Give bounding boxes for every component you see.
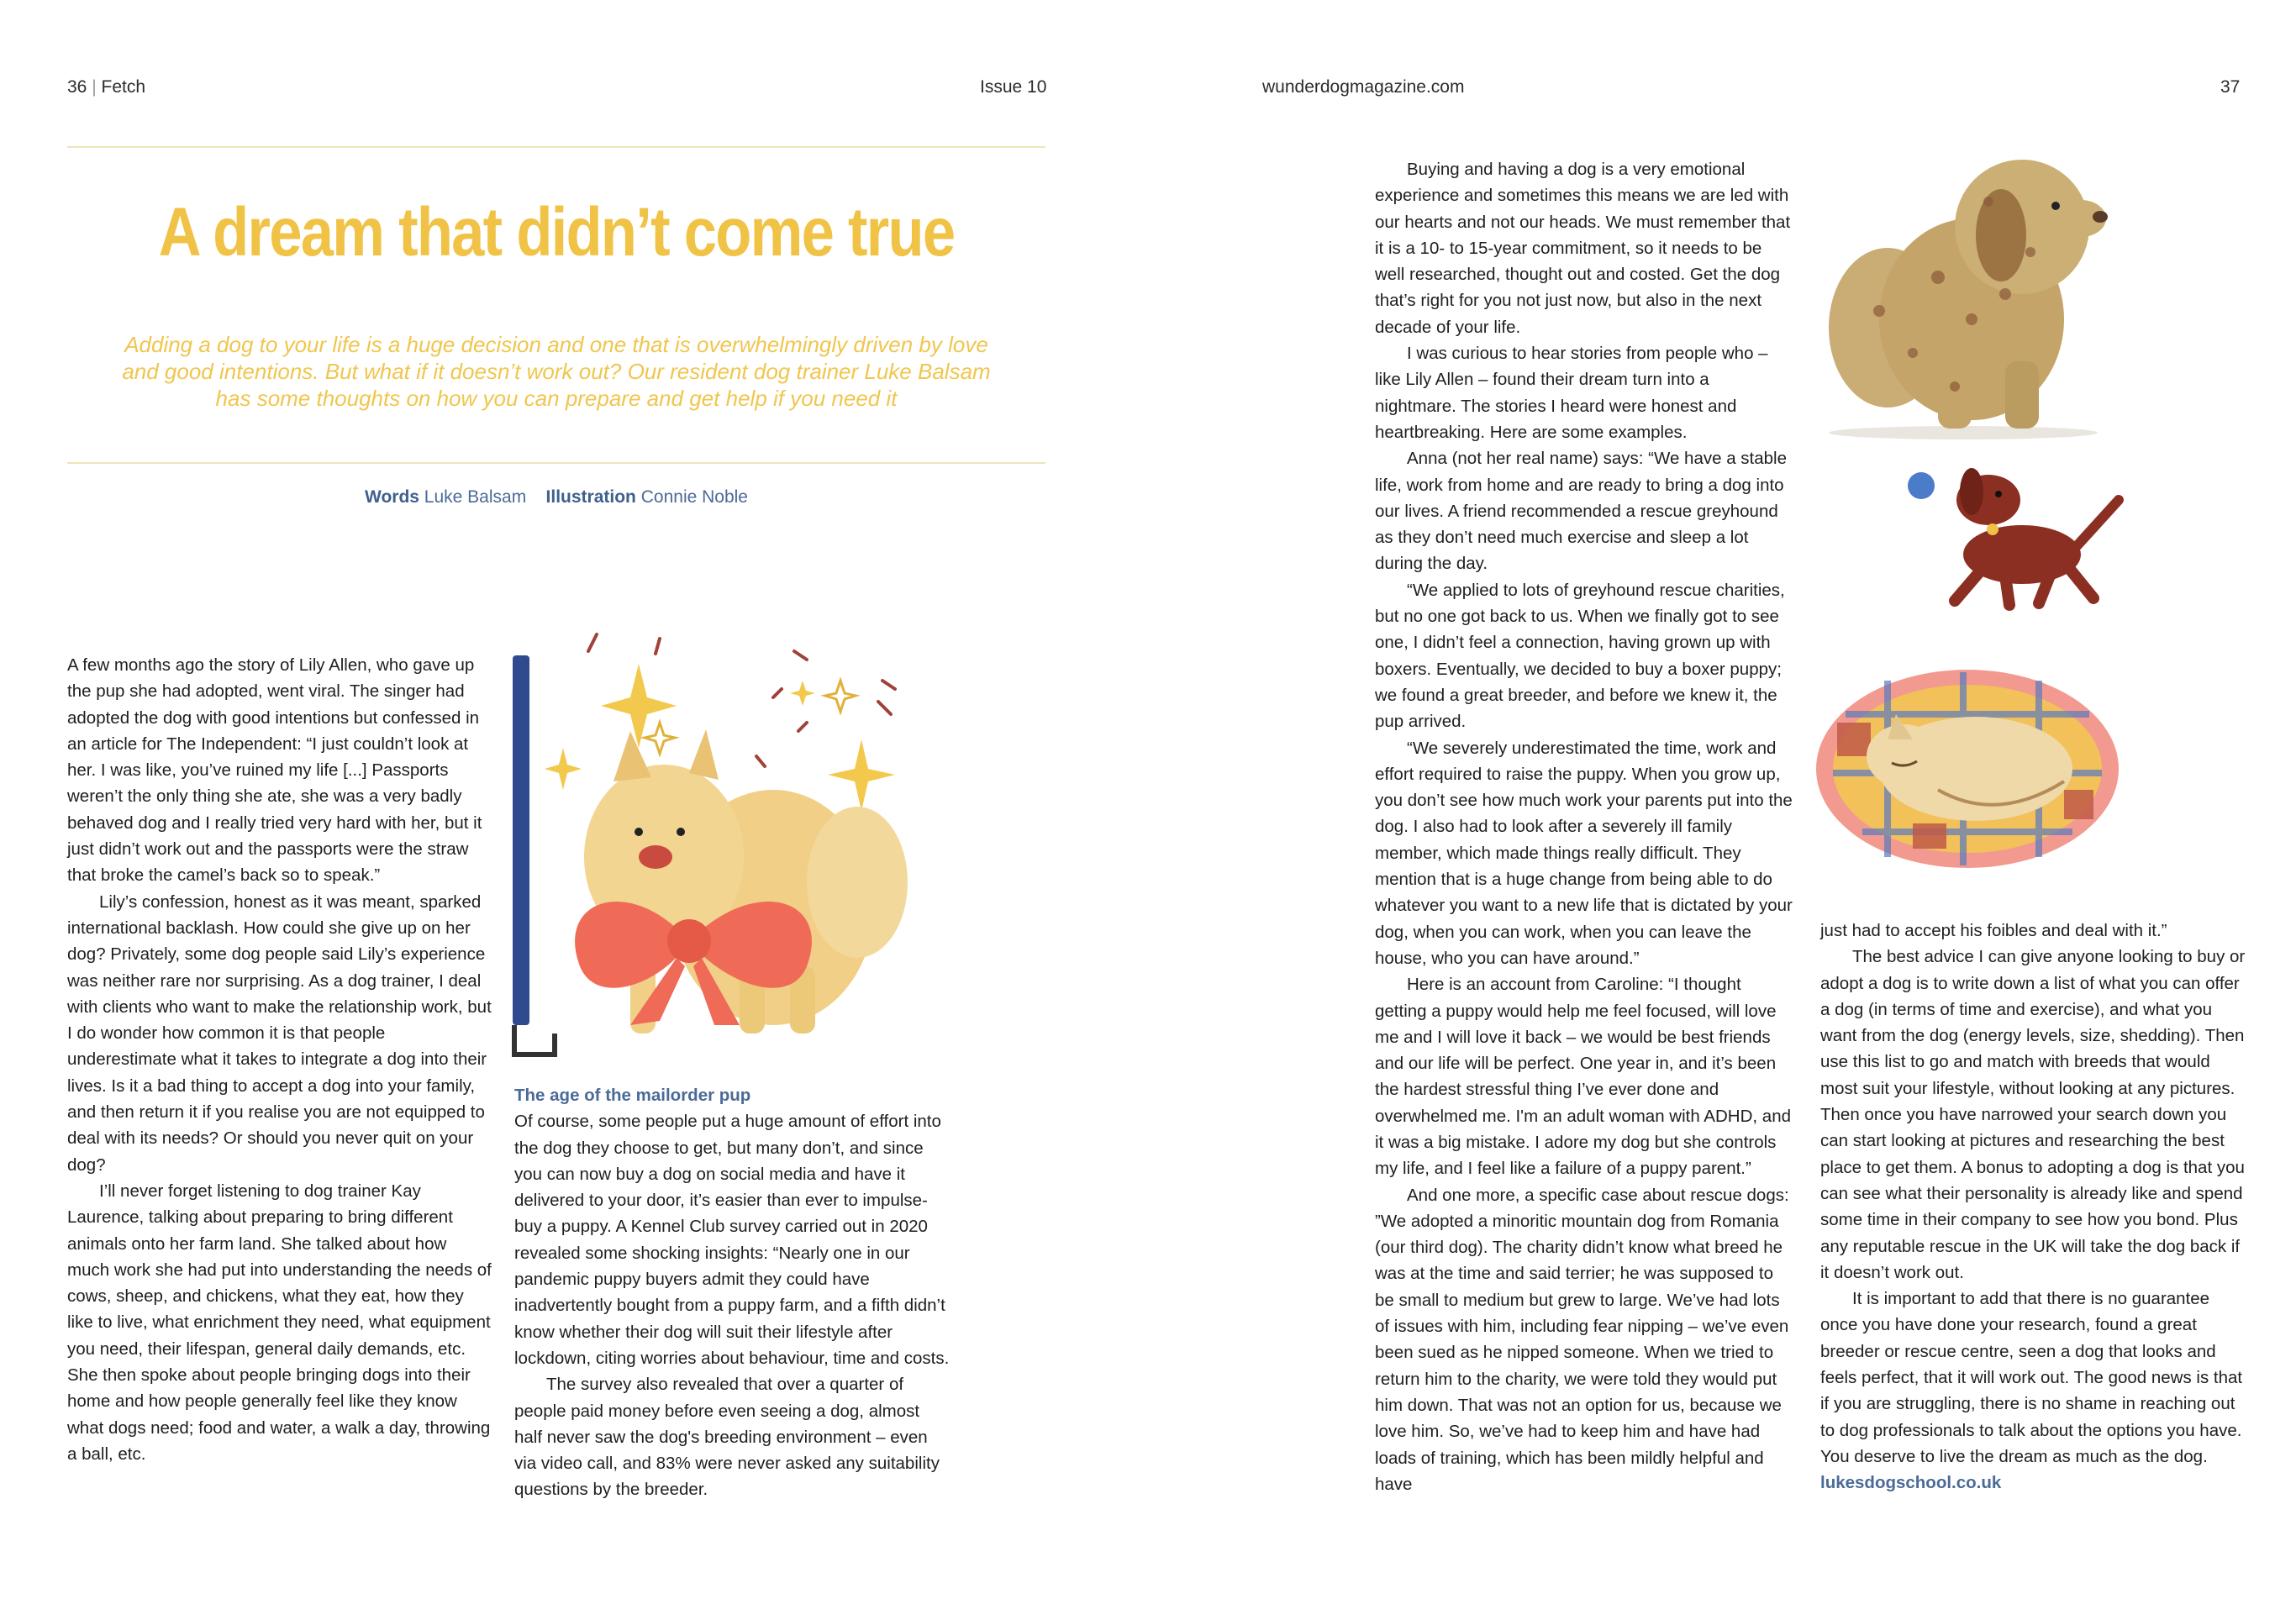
pomeranian-illustration <box>504 630 958 1067</box>
author-name: Luke Balsam <box>424 487 527 507</box>
paragraph: Buying and having a dog is a very emotional experience and sometimes this means we are led with our hearts and not our heads. We must remember that it is a 10- to 15-year commitment, so it needs to be well researched, thought out and costed. Get the dog that’s right for you not just now, but also in the next decade of your life. <box>1375 160 1791 337</box>
paragraph: And one more, a specific case about rescue dogs: ”We adopted a minoritic mountain dog from Romania (our third dog). The charity didn’t know what breed he was at the time and said terrier; he was supposed to be small to medium but grew to large. We’ve had lots of issues with him, including fear nipping – we’ve even been sued as he nipped someone. When we tried to return him to the charity, we were told they would put him down. That was not an option for us, because we love him. So, we’ve had to keep him and have had loads of training, which has been mildly helpful and have <box>1375 1185 1789 1494</box>
body-column-1 <box>67 652 492 1467</box>
paragraph: It is important to add that there is no guarantee once you have done your research, found a great breeder or rescue centre, seen a dog that looks and feels perfect, that it will work out. The good news is that if you are struggling, there is no shame in reaching out to dog professionals to talk about the options you have. You deserve to live the dream as much as the dog. <box>1820 1289 2243 1466</box>
paragraph: Of course, some people put a huge amount of effort into the dog they choose to get, but many don’t, and since you can now buy a dog on social media and have it delivered to your door, it’s easier than ever to impulse-buy a puppy. A Kennel Club survey carried out in 2020 revealed some shocking insights: “Nearly one in our pandemic puppy buyers admit they could have inadvertently bought from a puppy farm, and a fifth didn’t know whether their dog will suit their lifestyle after lockdown, citing worries about behaviour, time and costs. <box>514 1112 950 1368</box>
body-column-3 <box>1375 156 1795 1497</box>
paragraph: A few months ago the story of Lily Allen, who gave up the pup she had adopted, went viral. The singer had adopted the dog with good intentions but confessed in an article for The Independent: “I just couldn’t look at her. I was like, you’ve ruined my life [...] Passports weren’t the only thing she ate, she was a very badly behaved dog and I really tried very hard with her, but it just didn’t work out and the passports were the straw that broke the camel’s back so to speak.” <box>67 655 482 886</box>
bottom-rule <box>67 462 1045 464</box>
paragraph: just had to accept his foibles and deal with it.” <box>1820 921 2167 940</box>
headline: A dream that didn’t come true <box>158 194 955 271</box>
red-puppy-illustration <box>1904 454 2140 613</box>
subheading: The age of the mailorder pup <box>514 1086 751 1105</box>
illustration-label: Illustration <box>545 487 636 507</box>
paragraph: The survey also revealed that over a quarter of people paid money before even seeing a dog, almost half never saw the dog's breeding environment – even via video call, and 83% were never asked any suitability questions by the breeder. <box>514 1375 940 1500</box>
shaggy-dog-illustration <box>1812 143 2114 445</box>
paragraph: Lily’s confession, honest as it was meant, sparked international backlash. How could she give up on her dog? Privately, some dog people said Lily’s experience was neither rare nor surprising. As a dog trainer, I deal with clients who want to make the relationship work, but I do wonder how common it is that people underestimate what it takes to integrate a dog into their lives. Is it a bad thing to accept a dog into your family, and then return it if you realise you are not equipped to deal with its needs? Or should you never quit on your dog? <box>67 892 492 1175</box>
website-label: wunderdogmagazine.com <box>1262 77 1465 97</box>
right-page <box>1148 0 2296 1620</box>
body-column-4 <box>1820 918 2249 1496</box>
words-label: Words <box>365 487 419 507</box>
paragraph: I’ll never forget listening to dog trainer Kay Laurence, talking about preparing to bring different animals onto her farm land. She talked about how much work she had put into understanding the needs of cows, sheep, and chickens, what they eat, how they like to live, what enrichment they need, what equipment you need, their lifespan, general daily demands, etc. She then spoke about people bringing dogs into their home and how people generally feel like they know what dogs need; food and water, a walk a day, throwing a ball, etc. <box>67 1181 492 1464</box>
section-name: Fetch <box>101 77 146 97</box>
paragraph: “We applied to lots of greyhound rescue charities, but no one got back to us. When we finally got to see one, I didn’t feel a connection, having grown up with boxers. Eventually, we decided to buy a boxer puppy; we found a great breeder, and before we knew it, the pup arrived. <box>1375 580 1785 732</box>
paragraph: The best advice I can give anyone looking to buy or adopt a dog is to write down a list of what you can offer a dog (in terms of time and exercise), and what you want from the dog (energy levels, size, shedding). Then use this list to go and match with breeds that would most suit your lifestyle, without looking at any pictures. Then once you have narrowed your search down you can start looking at pictures and researching the best place to get them. A bonus to adopting a dog is that you can see what their personality is already like and spend some time in their company to see how you bond. Plus any reputable rescue in the UK will take the dog back if it doesn’t work out. <box>1820 947 2246 1282</box>
body-column-2 <box>514 1082 951 1503</box>
page-number: 36 <box>67 77 87 97</box>
standfirst: Adding a dog to your life is a huge decision and one that is overwhelmingly driven by love and good intentions. But what if it doesn’t work out? Our resident dog trainer Luke Balsam has some thoughts on how you can prepare and get help if you need it <box>122 332 991 411</box>
illustrator-name: Connie Noble <box>640 487 748 507</box>
byline <box>67 487 1045 508</box>
top-rule <box>67 146 1045 148</box>
paragraph: “We severely underestimated the time, work and effort required to raise the puppy. When you grow up, you don’t see how much work your parents put into the dog. I also had to look after a severely ill family member, which made things really difficult. They mention that is a huge change from being able to do whatever you want to a new life that is dictated by your dog, when you can work, when you can leave the house, who you can have around.” <box>1375 738 1793 968</box>
shaggy-dog-icon <box>1812 143 2114 445</box>
sleeping-dog-illustration <box>1812 664 2123 874</box>
paragraph: I was curious to hear stories from people who – like Lily Allen – found their dream turn into a nightmare. The stories I heard were honest and heartbreaking. Here are some examples. <box>1375 344 1768 442</box>
website-link[interactable]: lukesdogschool.co.uk <box>1820 1473 2002 1493</box>
issue-label: Issue 10 <box>980 77 1047 97</box>
red-puppy-icon <box>1955 468 2119 605</box>
folio-left: 36 | Fetch <box>67 77 146 97</box>
paragraph: Here is an account from Caroline: “I thought getting a puppy would help me feel focused, will love me and I will love it back – we would be best friends and our life will be perfect. One year in, and it’s been the hardest stressful thing I’ve ever done and overwhelmed me. I'm an adult woman with ADHD, and it was a big mistake. I adore my dog but she controls my life, and I feel like a failure of a puppy parent.” <box>1375 975 1791 1179</box>
leash-icon <box>513 655 555 1055</box>
sparkles-icon <box>545 664 895 811</box>
ball-icon <box>1908 472 1935 499</box>
page-number: 37 <box>2220 77 2241 97</box>
paragraph: Anna (not her real name) says: “We have a stable life, work from home and are ready to bring a dog into our lives. A friend recommended a rescue greyhound as they don’t need much exercise and sleep a lot during the day. <box>1375 449 1787 574</box>
